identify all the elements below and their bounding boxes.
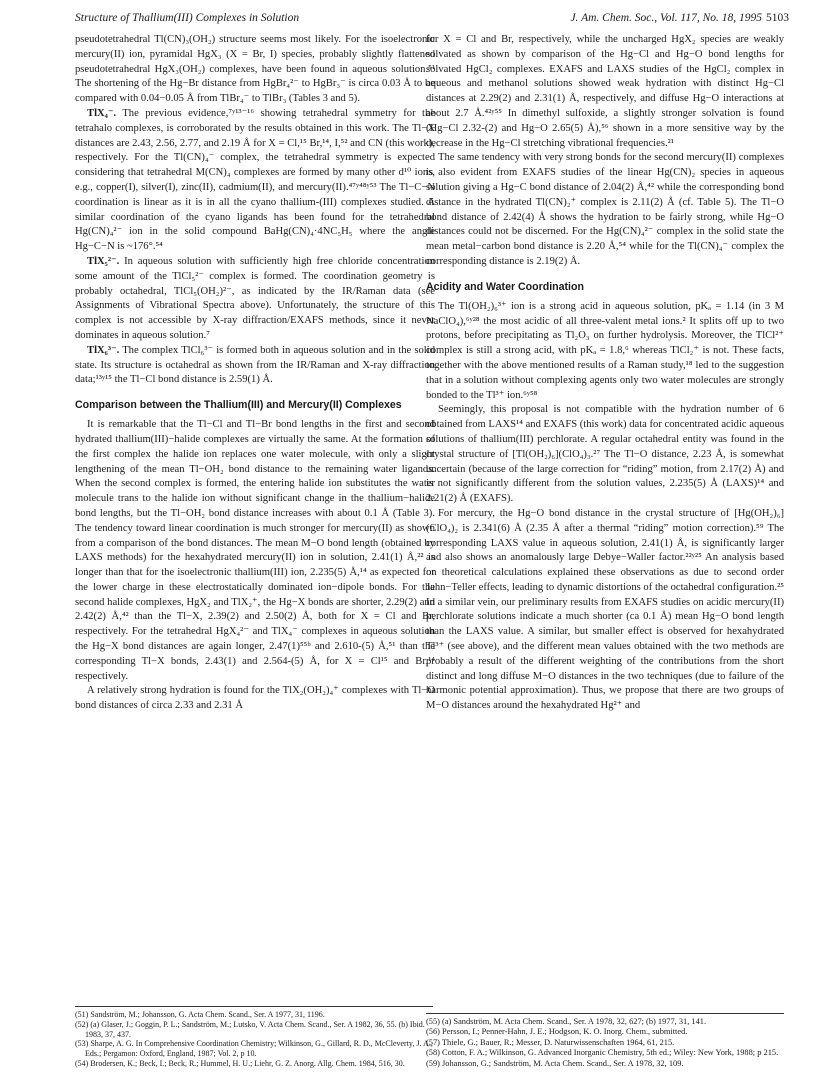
paragraph-body: The complex TlCl₆³⁻ is formed both in aqueous solution and in the solid state. Its structure is octahedral as shown from the IR/Raman and X-ray diffraction data;¹³ʸ¹⁵ the Tl−Cl bond distance is 2.59(1) Å. (75, 344, 435, 386)
footnote: (54) Brodersen, K.; Beck, I.; Beck, R.; Hummel, H. U.; Liehr, G. Z. Anorg. Allg. Chem. 1984, 516, 30. (75, 1058, 405, 1068)
paragraph: For mercury, the Hg−O bond distance in the crystal structure of [Hg(OH₂)₆](ClO₄)₂ is 2.341(6) Å (2.35 Å after a thermal “riding” motion correction).⁵⁹ The corresponding LAXS value in aqueous solution, 2.41(1) Å, is significantly larger and also shows an anomalously large Debye−Waller factor.²²ʸ²⁵ An analysis based on theoretical calculations explained these observations as due to second order Jahn−Teller effects, leading to dynamic distortions of the octahedral configuration.²⁵ In a similar vein, our preliminary results from EXAFS studies on acidic mercury(II) perchlorate solutions indicate a much shorter (ca 0.1 Å) mean Hg−O bond length than the LAXS value. A similar, but smaller effect is observed for hexahydrated Tl³⁺ (see above), and the different mean values obtained with the two methods are probably a result of the different weighting of the contributions from the short distinct and long diffuse M−O distances in the two techniques (due to failure of the harmonic potential approximation). Thus, we propose that there are two groups of M−O distances around the hexahydrated Hg²⁺ and (426, 507, 784, 712)
paragraph: The same tendency with very strong bonds for the second mercury(II) complexes is also evident from EXAFS studies of the linear Hg(CN)₂ species in aqueous solution giving a Hg−C bond distance of 2.04(2) Å,⁴² while the corresponding bond distance in the hydrated Tl(CN)₂⁺ complex is 2.11(2) Å (cf. Table 5). The Tl−O bond distance of 2.42(4) Å shows the hydration to be fairly strong, while Hg−O distances could not be discerned. For the Hg(CN)₄²⁻ complex in the solid state the mean metal−carbon bond distance is 2.20 Å,⁵⁴ while for the Tl(CN)₄⁻ complex the corresponding distance is 2.19(2) Å. (426, 152, 784, 267)
journal-header (570, 12, 789, 24)
footnotes-right (426, 1007, 784, 1069)
footnote: (51) Sandström, M.; Johansson, G. Acta Chem. Scand., Ser. A 1977, 31, 1196. (75, 1010, 325, 1019)
footnote: (59) Johansson, G.; Sandström, M. Acta Chem. Scand., Ser. A 1978, 32, 109. (426, 1058, 684, 1068)
lead-heading: TlX₅²⁻. (87, 255, 120, 267)
footnote: (55) (a) Sandström, M. Acta Chem. Scand., Ser. A 1978, 32, 627; (b) 1977, 31, 141. (426, 1017, 707, 1026)
paragraph: It is remarkable that the Tl−Cl and Tl−Br bond lengths in the first and second hydrated thallium(III)−halide complexes are virtually the same. At the formation of the first complex the halide ion replaces one water molecule, with only a slight lengthening of the mean Tl−OH₂ bond distance to the remaining water ligands. When the second complex is formed, the entering halide ion substitutes the water molecule trans to the halide ion without significant change in the thallium−halide bond lengths, but the Tl−OH₂ bond distance increases with about 0.1 Å (Table 3). The tendency toward linear coordination is much stronger for mercury(II) as shown from a comparison of the bond distances. The mean M−O bond length (obtained by LAXS methods) for the hexahydrated mercury(II) ion in solution, 2.41(1) Å,²² is longer than that for the isoelectronic thallium(III) ion, 2.235(5) Å,¹⁴ as expected for the lower charge in these electrostatically dominated ion−dipole bonds. For the second halide complexes, HgX₂ and TlX₂⁺, the Hg−X bonds are shorter, 2.29(2) and 2.42(2) Å,⁴² than the Tl−X, 2.39(2) and 2.50(2) Å, both for X = Cl and Br, respectively. For the tetrahedral HgX₄²⁻ and TlX₄⁻ complexes in aqueous solution the Hg−X bond distances are again longer, 2.47(1)⁵⁵ᵇ and 2.610-(5) Å,⁵¹ than the corresponding Tl−X bonds, 2.43(1) and 2.564-(5) Å, for X = Cl¹⁵ and Br,¹⁴ respectively. (75, 419, 435, 682)
footnote: (58) Cotton, F. A.; Wilkinson, G. Advanced Inorganic Chemistry, 5th ed.; Wiley: New York, 1988; p 215. (426, 1048, 779, 1058)
footnote: (52) (a) Glaser, J.; Goggin, P. L.; Sandström, M.; Lutsko, V. Acta Chem. Scand., Ser. A 1982, 36, 55. (b) Ibid. 1983, 37, 437. (75, 1019, 425, 1039)
paragraph: pseudotetrahedral Tl(CN)₃(OH₂) structure seems most likely. For the isoelectronic mercury(II) ion, pyramidal HgX₃ (X = Br, I) species, probably slightly flattened pseudotetrahedral HgX₃(OH₂) complexes, have been found in aqueous solution.⁵¹ The shortening of the Hg−Br distance from HgBr₄²⁻ to HgBr₃⁻ is circa 0.03 Å to be compared with 0.04−0.05 Å from TlBr₄⁻ to TlBr₃ (Tables 3 and 5). (75, 34, 435, 105)
lead-heading: TlX₆³⁻. (87, 344, 120, 356)
section-heading: Acidity and Water Coordination (426, 280, 584, 293)
paragraph: A relatively strong hydration is found for the TlX₂(OH₂)₄⁺ complexes with Tl−O bond distances of circa 2.33 and 2.31 Å (75, 685, 435, 712)
paragraph-tlx4 (75, 107, 435, 255)
page-number: 5103 (766, 12, 789, 24)
footnote: (53) Sharpe, A. G. In Comprehensive Coordination Chemistry; Wilkinson, G., Gillard, R. D., McCleverty, J. A., Eds.; Pergamon: Oxford, England, 1987; Vol. 2, p 10. (75, 1039, 433, 1059)
paragraph: Seemingly, this proposal is not compatible with the hydration number of 6 obtained from LAXS¹⁴ and EXAFS (this work) data for concentrated acidic aqueous solutions of thallium(III) perchlorate. A regular octahedral entity was found in the crystal structure of [Tl(OH₂)₆](ClO₄)₃.²⁷ The Tl−O distance, 2.23 Å, is somewhat uncertain (because of the large correction for “riding” motion, from 2.17(2) Å) and is not significantly different from the solution values, 2.235(5) Å (LAXS)¹⁴ and 2.21(2) Å (EXAFS). (426, 404, 784, 505)
footnotes-left (75, 1000, 433, 1069)
section-heading: Comparison between the Thallium(III) and Mercury(II) Complexes (75, 399, 402, 412)
paragraph-body: The previous evidence,⁷ʸ¹³⁻¹⁶ showing tetrahedral symmetry for the tetrahalo complexes, is corroborated by the results obtained in this work. The Tl−X distances are 2.43, 2.56, 2.77, and 2.19 Å for X = Cl,¹⁵ Br,¹⁴, I,⁵² and CN (this work), respectively. For the Tl(CN)₄⁻ complex, the tetrahedral symmetry is expected considering that tetrahedral M(CN)₄ complexes are formed by many other d¹⁰ ions, e.g., copper(I), silver(I), zinc(II), cadmium(II), and mercury(II).⁴⁷ʸ⁴⁸ʸ⁵³ The Tl−C−N coordination is linear as it is in all the cyano thallium-(III) complexes studied. A similar coordination of the cyano ligands has been found for the tetrahedral Hg(CN)₄²⁻ ion in the solid compound BaHg(CN)₄·4NC₅H₅ where the angle Hg−C−N is ~176°.⁵⁴ (75, 107, 435, 253)
left-column (75, 33, 435, 714)
paragraph-tlx5 (75, 255, 435, 344)
running-title: Structure of Thallium(III) Complexes in Solution (75, 12, 300, 24)
journal-citation: J. Am. Chem. Soc., Vol. 117, No. 18, 1995 (570, 12, 762, 24)
footnote: (56) Persson, I.; Penner-Hahn, J. E.; Hodgson, K. O. Inorg. Chem., submitted. (426, 1027, 688, 1037)
lead-heading: TlX₄⁻. (87, 107, 117, 119)
paragraph: for X = Cl and Br, respectively, while the uncharged HgX₂ species are weakly solvated as shown by comparison of the Hg−Cl and Hg−O bond lengths for solvated HgCl₂ complexes. EXAFS and LAXS studies of the HgCl₂ complex in aqueous and methanol solutions showed weak hydration with distinct Hg−Cl distances at 2.29(2) and 2.31(1) Å, respectively, and diffuse Hg−O interactions at about 2.7 Å.⁴²ʸ⁵⁵ In dimethyl sulfoxide, a slightly stronger solvation is found (Hg−Cl 2.32-(2) and Hg−O 2.65(5) Å),⁵⁶ shown in a more sensitive way by the decrease in the Hg−Cl stretching vibrational frequencies.²¹ (426, 34, 784, 149)
footnote: (57) Thiele, G.; Bauer, R.; Messer, D. Naturwissenschaften 1964, 61, 215. (426, 1037, 675, 1047)
right-column (426, 33, 784, 714)
paragraph-body: In aqueous solution with sufficiently high free chloride concentration some amount of the TlCl₅²⁻ complex is formed. The coordination geometry is probably octahedral, TlCl₅(OH₂)²⁻, as indicated by the IR/Raman data (see Assignments of Vibrational Spectra above). Unfortunately, the structure of this complex is not accessible by X-ray diffraction/EXAFS methods, since it never dominates in aqueous solution.⁷ (75, 255, 435, 341)
footnote-rule (75, 1006, 433, 1007)
paragraph-tlx6 (75, 344, 435, 388)
footnote-rule (426, 1013, 784, 1014)
paragraph: The Tl(OH₂)₆³⁺ ion is a strong acid in aqueous solution, pKₐ = 1.14 (in 3 M NaClO₄),⁶ʸ²⁸ the most acidic of all three-valent metal ions.² It splits off up to two protons, before precipitating as Tl₂O₃ on further hydrolysis. Moreover, the TlCl²⁺ complex is still a strong acid, with pKₐ = 1.8,⁶ whereas TlCl₂⁺ is not. These facts, together with the above mentioned results of a Raman study,¹⁸ led to the suggestion that in a solution without complexing agents only two water molecules are strongly bonded to the Tl³⁺ ion.⁶ʸ⁵⁸ (426, 300, 784, 401)
